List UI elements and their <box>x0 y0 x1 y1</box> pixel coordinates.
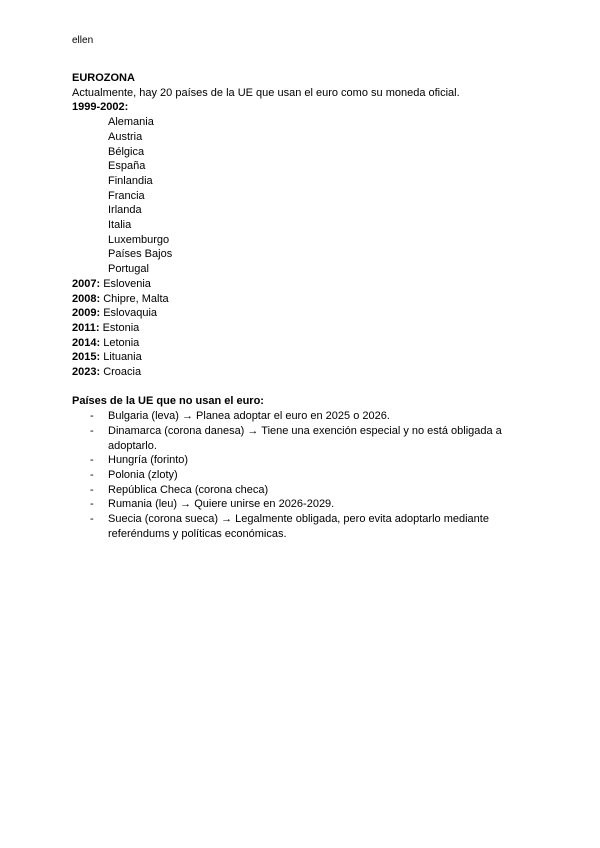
accession-countries: Chipre, Malta <box>103 292 169 305</box>
intro-paragraph: Actualmente, hay 20 países de la UE que usan el euro como su moneda oficial. <box>72 86 460 99</box>
accession-year: 2023: <box>72 366 101 379</box>
header-author: ellen <box>72 35 94 46</box>
accession-list <box>72 277 532 380</box>
accession-countries: Eslovaquia <box>103 307 158 320</box>
founding-country: Bélgica <box>108 145 145 158</box>
founding-country: Portugal <box>108 263 149 276</box>
founding-country: Países Bajos <box>108 248 173 261</box>
blank-line <box>72 380 532 395</box>
accession-row <box>72 350 532 365</box>
founding-country: Italia <box>108 219 132 232</box>
list-item: - Suecia (corona sueca) → Legalmente obligada, pero evita adoptarlo mediante referéndums y políticas económicas. <box>72 512 532 541</box>
accession-year: 2009: <box>72 307 101 320</box>
founding-country: Alemania <box>108 116 154 129</box>
list-item: - Rumania (leu) → Quiere unirse en 2026-2029. <box>72 497 532 512</box>
founding-country: Luxemburgo <box>108 233 170 246</box>
accession-row <box>72 365 532 380</box>
accession-countries: Eslovenia <box>103 277 151 290</box>
accession-row <box>72 277 532 292</box>
accession-year: 2007: <box>72 277 101 290</box>
accession-year: 2008: <box>72 292 101 305</box>
founding-country-list <box>72 115 532 277</box>
document-body <box>72 71 532 541</box>
accession-countries: Letonia <box>103 336 140 349</box>
non-euro-list <box>72 409 532 541</box>
founding-country: España <box>108 160 146 173</box>
accession-countries: Estonia <box>102 321 140 334</box>
accession-row <box>72 321 532 336</box>
non-euro-heading: Países de la UE que no usan el euro: <box>72 395 264 408</box>
list-item: - Dinamarca (corona danesa) → Tiene una exención especial y no está obligada a adoptarlo. <box>72 424 532 453</box>
accession-row <box>72 292 532 307</box>
accession-countries: Croacia <box>103 366 142 379</box>
list-item: - Bulgaria (leva) → Planea adoptar el euro en 2025 o 2026. <box>72 409 532 424</box>
accession-year: 2011: <box>72 321 100 334</box>
list-item: - República Checa (corona checa) <box>72 483 532 498</box>
document-title: EUROZONA <box>72 72 135 84</box>
founding-country: Irlanda <box>108 204 142 217</box>
list-item: - Hungría (forinto) <box>72 453 532 468</box>
list-item: - Polonia (zloty) <box>72 468 532 483</box>
founding-country: Finlandia <box>108 174 153 187</box>
accession-year: 2014: <box>72 336 101 349</box>
founding-period-label: 1999-2002: <box>72 101 129 114</box>
founding-country: Austria <box>108 130 143 143</box>
accession-year: 2015: <box>72 351 101 364</box>
accession-row <box>72 306 532 321</box>
founding-country: Francia <box>108 189 145 202</box>
accession-countries: Lituania <box>103 351 142 364</box>
accession-row <box>72 336 532 351</box>
